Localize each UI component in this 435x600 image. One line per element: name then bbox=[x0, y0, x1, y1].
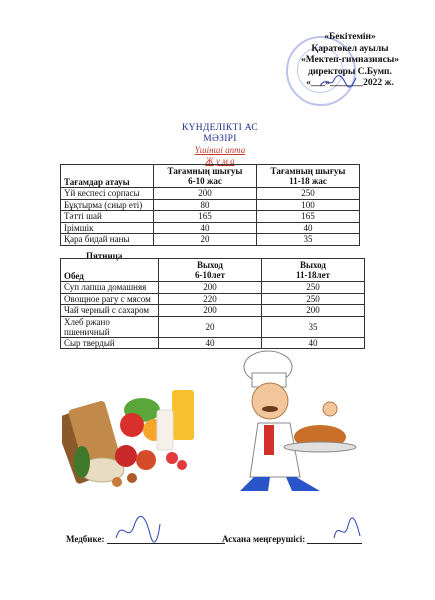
chef-illustration bbox=[230, 345, 360, 500]
table-header-row bbox=[61, 165, 360, 188]
dish-name-cell: Бұқтырма (сиыр еті) bbox=[61, 199, 154, 211]
dish-name-cell: Чай черный с сахаром bbox=[61, 305, 159, 317]
table-row bbox=[61, 305, 365, 317]
col-header-yield-senior: Тағамның шығуы 11-18 жас bbox=[257, 165, 360, 188]
yield-junior-cell: 40 bbox=[159, 337, 262, 349]
yield-junior-cell: 200 bbox=[159, 305, 262, 317]
yield-senior-cell: 250 bbox=[262, 293, 365, 305]
table-row bbox=[61, 211, 360, 223]
yield-junior-cell: 40 bbox=[154, 222, 257, 234]
menu-week: Үшінші апта bbox=[194, 145, 246, 155]
table-row bbox=[61, 282, 365, 294]
table-header-row bbox=[61, 259, 365, 282]
table-row bbox=[61, 234, 360, 246]
table-row bbox=[61, 293, 365, 305]
approval-line-4: директоры С.Бумп. bbox=[308, 66, 392, 77]
healthy-food-illustration bbox=[62, 370, 212, 500]
yield-senior-cell: 40 bbox=[257, 222, 360, 234]
table-row bbox=[61, 199, 360, 211]
yield-senior-cell: 40 bbox=[262, 337, 365, 349]
yield-senior-cell: 250 bbox=[262, 282, 365, 294]
approval-line-5: «___»_______2022 ж. bbox=[306, 78, 394, 88]
dish-name-cell: Тәтті шай bbox=[61, 211, 154, 223]
menu-table-kz bbox=[60, 164, 360, 246]
nurse-label: Медбике: bbox=[66, 534, 105, 544]
yield-senior-cell: 200 bbox=[262, 305, 365, 317]
col-header-yield-senior: Выход 11-18лет bbox=[262, 259, 365, 282]
yield-junior-cell: 80 bbox=[154, 199, 257, 211]
menu-title: КҮНДЕЛІКТІ АС bbox=[181, 123, 259, 133]
yield-senior-cell: 165 bbox=[257, 211, 360, 223]
approval-line-1: «Бекітемін» bbox=[324, 32, 376, 42]
cook-signature bbox=[330, 516, 364, 546]
cook-label: Асхана меңгерушісі: bbox=[222, 534, 306, 544]
col-header-dish: Тағамдар атауы bbox=[61, 165, 154, 188]
approval-line-3: «Мектеп-гимназиясы» bbox=[300, 55, 400, 65]
col-header-yield-junior: Тағамның шығуы 6-10 жас bbox=[154, 165, 257, 188]
day-label-ru: Пятница bbox=[86, 251, 123, 261]
dish-name-cell: Суп лапша домашняя bbox=[61, 282, 159, 294]
director-signature bbox=[318, 74, 358, 90]
dish-name-cell: Үй кеспесі сорпасы bbox=[61, 188, 154, 200]
table-row bbox=[61, 188, 360, 200]
approval-line-2: Қаратөкел ауылы bbox=[311, 43, 389, 54]
dish-name-cell: Овощное рагу с мясом bbox=[61, 293, 159, 305]
yield-senior-cell: 35 bbox=[257, 234, 360, 246]
dish-name-cell: Ірімшік bbox=[61, 222, 154, 234]
dish-name-cell: Қара бидай наны bbox=[61, 234, 154, 246]
yield-senior-cell: 100 bbox=[257, 199, 360, 211]
nurse-signature bbox=[112, 514, 162, 546]
col-header-yield-junior: Выход 6-10лет bbox=[159, 259, 262, 282]
yield-junior-cell: 20 bbox=[159, 316, 262, 337]
dish-name-cell: Сыр твердый bbox=[61, 337, 159, 349]
menu-day: Ж у м а bbox=[205, 156, 235, 166]
yield-junior-cell: 200 bbox=[159, 282, 262, 294]
yield-senior-cell: 250 bbox=[257, 188, 360, 200]
yield-junior-cell: 20 bbox=[154, 234, 257, 246]
dish-name-cell: Хлеб ржано пшеничный bbox=[61, 316, 159, 337]
yield-junior-cell: 200 bbox=[154, 188, 257, 200]
menu-subtitle: МӘЗІРІ bbox=[203, 134, 237, 144]
table-row bbox=[61, 222, 360, 234]
yield-junior-cell: 220 bbox=[159, 293, 262, 305]
col-header-meal: Обед bbox=[61, 259, 159, 282]
menu-title-block bbox=[150, 123, 290, 167]
yield-senior-cell: 35 bbox=[262, 316, 365, 337]
yield-junior-cell: 165 bbox=[154, 211, 257, 223]
table-row bbox=[61, 316, 365, 337]
menu-table-ru bbox=[60, 258, 365, 349]
